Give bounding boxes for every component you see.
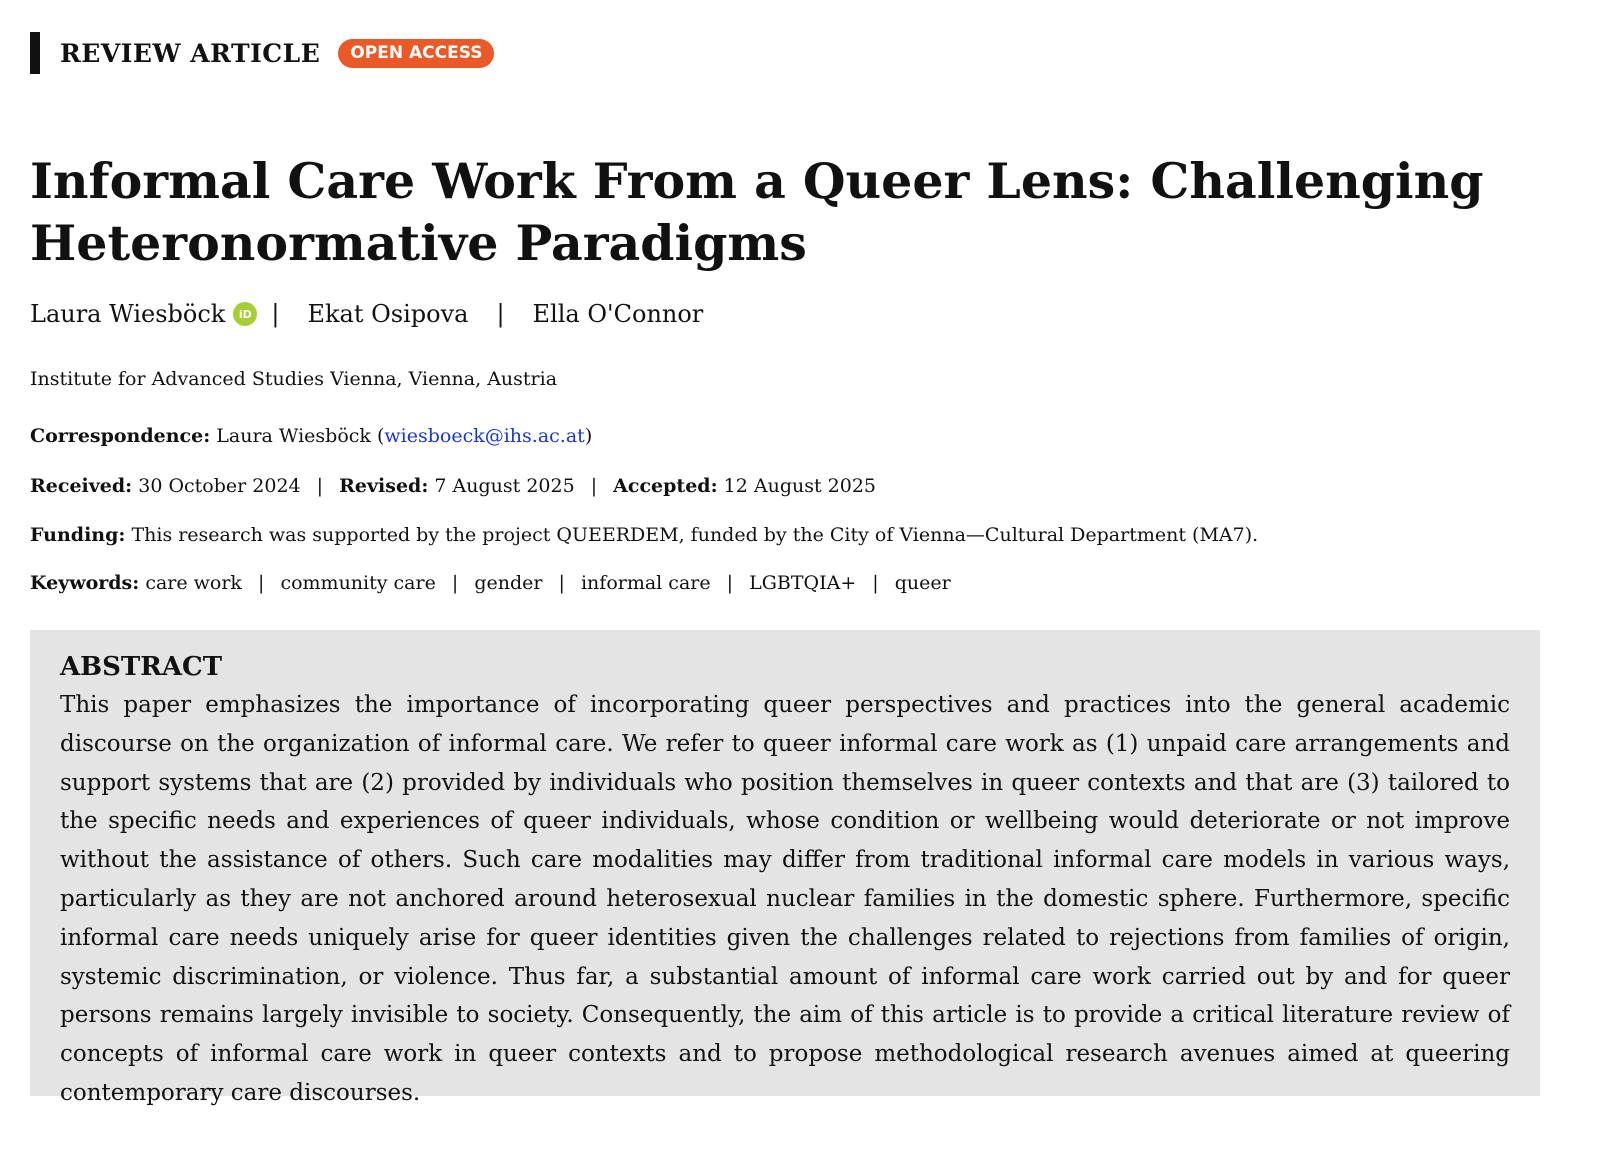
- author-list: [30, 300, 703, 328]
- keywords: [30, 572, 951, 594]
- date-separator: |: [316, 475, 324, 497]
- keyword[interactable]: queer: [894, 572, 951, 594]
- header-bar: [30, 32, 40, 74]
- dates: [30, 475, 876, 497]
- keyword-separator: |: [558, 572, 565, 594]
- keyword[interactable]: informal care: [580, 572, 711, 594]
- abstract-heading: ABSTRACT: [60, 652, 223, 682]
- funding: [30, 524, 1258, 546]
- author-name[interactable]: Ekat Osipova: [307, 300, 469, 328]
- keyword-separator: |: [726, 572, 734, 594]
- accepted-label: Accepted:: [613, 475, 718, 497]
- revised-label: Revised:: [339, 475, 429, 497]
- author-name[interactable]: Ella O'Connor: [532, 300, 704, 328]
- keyword-separator: |: [872, 572, 879, 594]
- abstract-text: This paper emphasizes the importance of incorporating queer perspectives and practices into the general academic discourse on the organization of informal care. We refer to queer informal care work as (1) unpaid care arrangements and support systems that are (2) provided by individuals who position themselves in queer contexts and that are (3) tailored to the specific needs and experiences of queer individuals, whose condition or wellbeing would deteriorate or not improve without the assistance of others. Such care modalities may differ from traditional informal care models in various ways, particularly as they are not anchored around heterosexual nuclear families in the domestic sphere. Furthermore, specific informal care needs uniquely arise for queer identities given the challenges related to rejections from families of origin, systemic discrimination, or violence. Thus far, a substantial amount of informal care work carried out by and for queer persons remains largely invisible to society. Consequently, the aim of this article is to provide a critical literature review of concepts of informal care work in queer contexts and to propose methodological research avenues aimed at queering contemporary care discourses.: [60, 692, 1510, 1106]
- correspondence: Correspondence: Laura Wiesböck (wiesboeck@ihs.ac.at): [30, 425, 593, 447]
- correspondence-name: Laura Wiesböck: [216, 425, 371, 447]
- open-access-badge: OPEN ACCESS: [338, 39, 494, 68]
- accepted-date: 12 August 2025: [723, 475, 876, 497]
- keyword[interactable]: gender: [474, 572, 543, 594]
- article-title: Informal Care Work From a Queer Lens: Challenging Heteronormative Paradigms: [30, 152, 1484, 272]
- keyword[interactable]: LGBTQIA+: [749, 572, 857, 594]
- keyword-separator: |: [451, 572, 459, 594]
- article-type: REVIEW ARTICLE: [60, 38, 321, 68]
- email-link[interactable]: wiesboeck@ihs.ac.at: [384, 425, 585, 447]
- keyword[interactable]: community care: [280, 572, 436, 594]
- date-separator: |: [590, 475, 598, 497]
- author-separator: |: [496, 300, 505, 328]
- funding-text: This research was supported by the project QUEERDEM, funded by the City of Vienna—Cultural Department (MA7).: [131, 524, 1259, 546]
- author-separator: |: [271, 300, 280, 328]
- affiliation: Institute for Advanced Studies Vienna, Vienna, Austria: [30, 368, 558, 390]
- orcid-icon[interactable]: iD: [233, 302, 257, 326]
- keywords-label: Keywords:: [30, 572, 140, 594]
- revised-date: 7 August 2025: [434, 475, 575, 497]
- abstract-box: [30, 630, 1540, 1106]
- received-label: Received:: [30, 475, 133, 497]
- author-name[interactable]: Laura Wiesböck: [30, 300, 226, 328]
- keyword-separator: |: [258, 572, 265, 594]
- correspondence-label: Correspondence:: [30, 425, 211, 447]
- article-header: [30, 32, 494, 74]
- keyword[interactable]: care work: [145, 572, 242, 594]
- received-date: 30 October 2024: [138, 475, 301, 497]
- funding-label: Funding:: [30, 524, 126, 546]
